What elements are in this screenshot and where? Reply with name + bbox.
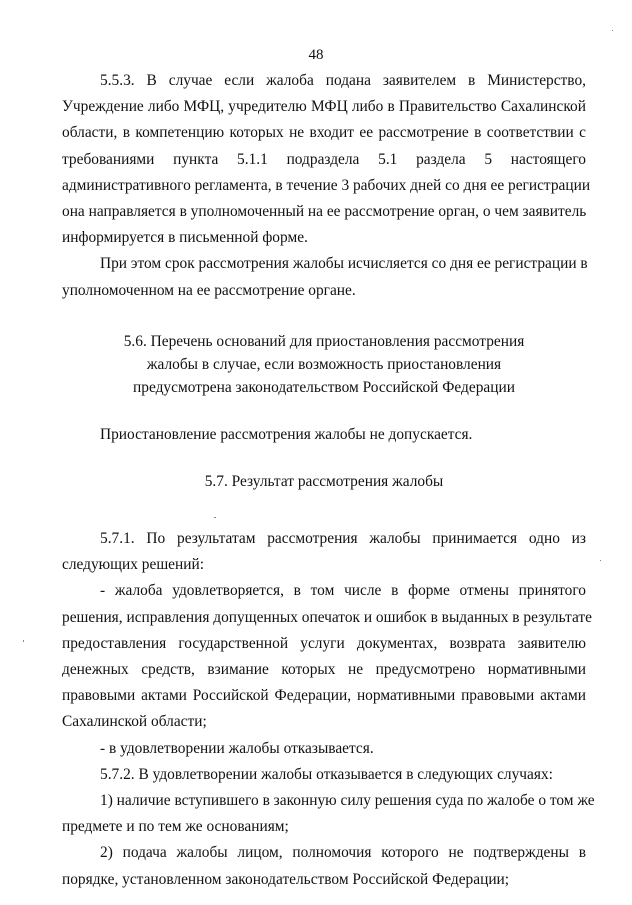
text-line: уполномоченном на ее рассмотрение органе. — [62, 281, 356, 299]
text-line: предмете и по тем же основаниям; — [62, 818, 289, 836]
paragraph-5-7-1 — [62, 526, 586, 578]
text-line: 2) подача жалобы лицом, полномочия которого не подтверждены в — [100, 844, 586, 862]
text-line: 5.7.1. По результатам рассмотрения жалобы принимается одно из — [100, 530, 586, 548]
text-line: следующих решений: — [62, 556, 204, 574]
text-line: 5.5.3. В случае если жалоба подана заявителем в Министерство, — [100, 72, 586, 89]
text-line: 5.7.2. В удовлетворении жалобы отказывается в следующих случаях: — [100, 765, 553, 783]
heading-line: 5.7. Результат рассмотрения жалобы — [204, 473, 444, 491]
text-line: административного регламента, в течение 3 рабочих дней со дня ее регистрации — [62, 176, 591, 194]
text-line: области, в компетенцию которых не входит ее рассмотрение в соответствии с — [62, 124, 586, 142]
paragraph-complaint-satisfied — [62, 578, 592, 735]
text-line: 1) наличие вступившего в законную силу решения суда по жалобе о том же — [100, 792, 595, 810]
section-heading-5-6 — [62, 330, 586, 399]
paragraph-review-term — [62, 251, 586, 303]
paragraph-reason-1 — [62, 788, 595, 840]
scan-speck — [214, 517, 216, 518]
heading-line: 5.6. Перечень оснований для приостановления рассмотрения — [123, 332, 525, 350]
text-line: предоставления государственной услуги документах, возврата заявителю — [62, 634, 586, 652]
text-line: информируется в письменной форме. — [62, 229, 308, 247]
section-heading-5-7 — [62, 470, 586, 493]
page-number: 48 — [308, 47, 324, 63]
text-line: - жалоба удовлетворяется, в том числе в форме отмены принятого — [100, 582, 586, 600]
text-line: Учреждение либо МФЦ, учредителю МФЦ либо в Правительство Сахалинской — [62, 98, 586, 116]
scan-speck — [600, 560, 601, 561]
text-line: порядке, установленном законодательством Российской Федерации; — [62, 870, 510, 888]
scan-speck — [23, 640, 24, 642]
text-line: Приостановление рассмотрения жалобы не допускается. — [100, 425, 473, 443]
heading-line: жалобы в случае, если возможность приостановления — [146, 355, 502, 373]
paragraph-5-7-2 — [62, 762, 586, 788]
heading-line: предусмотрена законодательством Российской Федерации — [133, 378, 515, 396]
paragraph-suspension — [62, 422, 586, 448]
paragraph-complaint-rejected — [62, 736, 586, 762]
scan-speck — [612, 30, 613, 31]
text-line: она направляется в уполномоченный на ее рассмотрение орган, о чем заявитель — [62, 203, 587, 221]
text-line: денежных средств, взимание которых не предусмотрено нормативными — [62, 661, 586, 679]
document-body — [62, 68, 595, 893]
paragraph-reason-2 — [62, 840, 586, 892]
text-line: - в удовлетворении жалобы отказывается. — [100, 739, 374, 757]
text-line: правовыми актами Российской Федерации, нормативными правовыми актами — [62, 687, 586, 705]
text-line: При этом срок рассмотрения жалобы исчисляется со дня ее регистрации в — [100, 255, 588, 273]
text-line: требованиями пункта 5.1.1 подраздела 5.1 раздела 5 настоящего — [62, 150, 586, 168]
text-line: решения, исправления допущенных опечаток и ошибок в выданных в результате — [62, 608, 592, 626]
paragraph-5-5-3 — [62, 68, 591, 251]
text-line: Сахалинской области; — [62, 713, 207, 731]
